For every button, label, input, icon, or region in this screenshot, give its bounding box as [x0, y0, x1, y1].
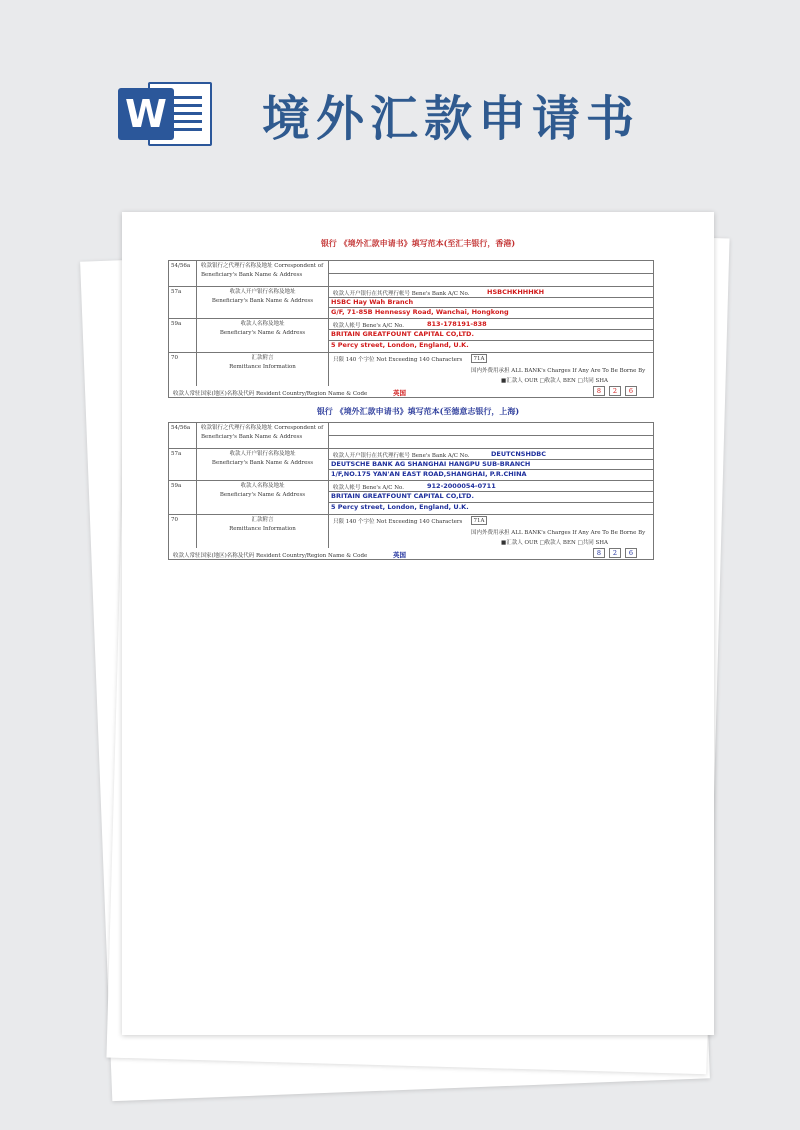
remittance-label: [197, 515, 329, 548]
country-code-digit: 2: [609, 386, 621, 396]
bank-name: HSBC Hay Wah Branch: [331, 298, 414, 306]
swift-code: HSBCHKHHHKH: [487, 288, 545, 296]
beneficiary-row: [168, 318, 654, 352]
label-cn: 收款人名称及地址: [240, 483, 285, 489]
bank-address: G/F, 71-85B Hennessy Road, Wanchai, Hongkong: [331, 308, 509, 316]
beneficiary-bank-label: [197, 449, 329, 480]
remittance-row: [168, 352, 654, 386]
country-row: [168, 548, 654, 560]
charges-options: ■汇款人 OUR □收款人 BEN □共同 SHA: [501, 378, 609, 384]
label-cn: 汇款附言: [251, 355, 274, 361]
account-label: 收款人帐号 Bene's A/C No.: [333, 485, 404, 491]
beneficiary-bank-row: [168, 286, 654, 318]
word-document-icon: [118, 78, 212, 150]
beneficiary-address: 5 Percy street, London, England, U.K.: [331, 341, 469, 349]
country-code-digit: 2: [609, 548, 621, 558]
field-code: 57a: [169, 449, 197, 480]
beneficiary-label: [197, 481, 329, 514]
account-number: 912-2000054-0711: [427, 482, 496, 490]
country-code-digit: 6: [625, 386, 637, 396]
charges-text: 国内外费用承担 ALL BANK's Charges If Any Are To Be Borne By: [471, 368, 646, 374]
country-label: 收款人常驻国家(地区)名称及代码 Resident Country/Region Name & Code: [173, 391, 368, 397]
remittance-row: [168, 514, 654, 548]
label-en: Beneficiary's Name & Address: [219, 492, 306, 498]
bank-name: DEUTSCHE BANK AG SHANGHAI HANGPU SUB-BRANCH: [331, 460, 531, 468]
correspondent-label: 收款银行之代理行名称及地址 Correspondent of Beneficiary's Bank Name & Address: [197, 423, 329, 448]
label-cn: 收款人开户银行名称及地址: [229, 451, 296, 457]
field-code: 57a: [169, 287, 197, 318]
account-number: 813-178191-838: [427, 320, 487, 328]
document-page: [122, 212, 714, 1035]
remittance-value-area: [329, 353, 653, 386]
beneficiary-name: BRITAIN GREATFOUNT CAPITAL CO,LTD.: [331, 330, 474, 338]
label-en: Beneficiary's Bank Name & Address: [211, 298, 314, 304]
country-code-digit: 8: [593, 386, 605, 396]
section2-form: [168, 422, 654, 560]
country-label: 收款人常驻国家(地区)名称及代码 Resident Country/Region Name & Code: [173, 553, 368, 559]
label-en: Remittance Information: [229, 526, 296, 532]
beneficiary-name: BRITAIN GREATFOUNT CAPITAL CO,LTD.: [331, 492, 474, 500]
word-logo-letter: W: [118, 88, 174, 140]
label-en: Beneficiary's Name & Address: [219, 330, 306, 336]
country-value: 英国: [393, 551, 406, 559]
correspondent-label: 收款银行之代理行名称及地址 Correspondent of Beneficiary's Bank Name & Address: [197, 261, 329, 286]
beneficiary-value-area: [329, 319, 653, 352]
correspondent-row: [168, 260, 654, 286]
section1-title: 银行 《境外汇款申请书》填写范本(至汇丰银行，香港): [320, 238, 516, 248]
charges-options: ■汇款人 OUR □收款人 BEN □共同 SHA: [501, 540, 609, 546]
beneficiary-bank-value-area: [329, 287, 653, 318]
field-71a-box: 71A: [471, 354, 487, 363]
charges-text: 国内外费用承担 ALL BANK's Charges If Any Are To Be Borne By: [471, 530, 646, 536]
beneficiary-row: [168, 480, 654, 514]
label-cn: 汇款附言: [251, 517, 274, 523]
field-71a-box: 71A: [471, 516, 487, 525]
char-limit-text: 只限 140 个字位 Not Exceeding 140 Characters: [333, 519, 463, 525]
account-label: 收款人开户银行在其代理行帐号 Bene's Bank A/C No.: [333, 291, 470, 297]
header: [0, 0, 800, 205]
beneficiary-bank-value-area: [329, 449, 653, 480]
account-label: 收款人开户银行在其代理行帐号 Bene's Bank A/C No.: [333, 453, 470, 459]
correspondent-value-area: [329, 423, 653, 448]
remittance-value-area: [329, 515, 653, 548]
beneficiary-value-area: [329, 481, 653, 514]
country-row: [168, 386, 654, 398]
page-title: 境外汇款申请书: [262, 91, 641, 147]
field-code: 70: [169, 515, 197, 548]
field-code: 54/56a: [169, 423, 197, 448]
bank-address: 1/F,NO.175 YAN'AN EAST ROAD,SHANGHAI, P.R.CHINA: [331, 470, 527, 478]
label-cn: 收款人开户银行名称及地址: [229, 289, 296, 295]
correspondent-value-area: [329, 261, 653, 286]
correspondent-row: [168, 422, 654, 448]
beneficiary-address: 5 Percy street, London, England, U.K.: [331, 503, 469, 511]
beneficiary-bank-row: [168, 448, 654, 480]
field-code: 54/56a: [169, 261, 197, 286]
field-code: 59a: [169, 319, 197, 352]
label-en: Beneficiary's Bank Name & Address: [211, 460, 314, 466]
country-code-digit: 6: [625, 548, 637, 558]
label-cn: 收款人名称及地址: [240, 321, 285, 327]
remittance-label: [197, 353, 329, 386]
account-label: 收款人帐号 Bene's A/C No.: [333, 323, 404, 329]
field-code: 70: [169, 353, 197, 386]
country-code-digit: 8: [593, 548, 605, 558]
field-code: 59a: [169, 481, 197, 514]
swift-code: DEUTCNSHDBC: [491, 450, 546, 458]
section1-form: [168, 260, 654, 398]
country-value: 英国: [393, 389, 406, 397]
beneficiary-bank-label: [197, 287, 329, 318]
beneficiary-label: [197, 319, 329, 352]
section2-title: 银行 《境外汇款申请书》填写范本(至德意志银行，上海): [316, 406, 520, 416]
label-en: Remittance Information: [229, 364, 296, 370]
char-limit-text: 只限 140 个字位 Not Exceeding 140 Characters: [333, 357, 463, 363]
